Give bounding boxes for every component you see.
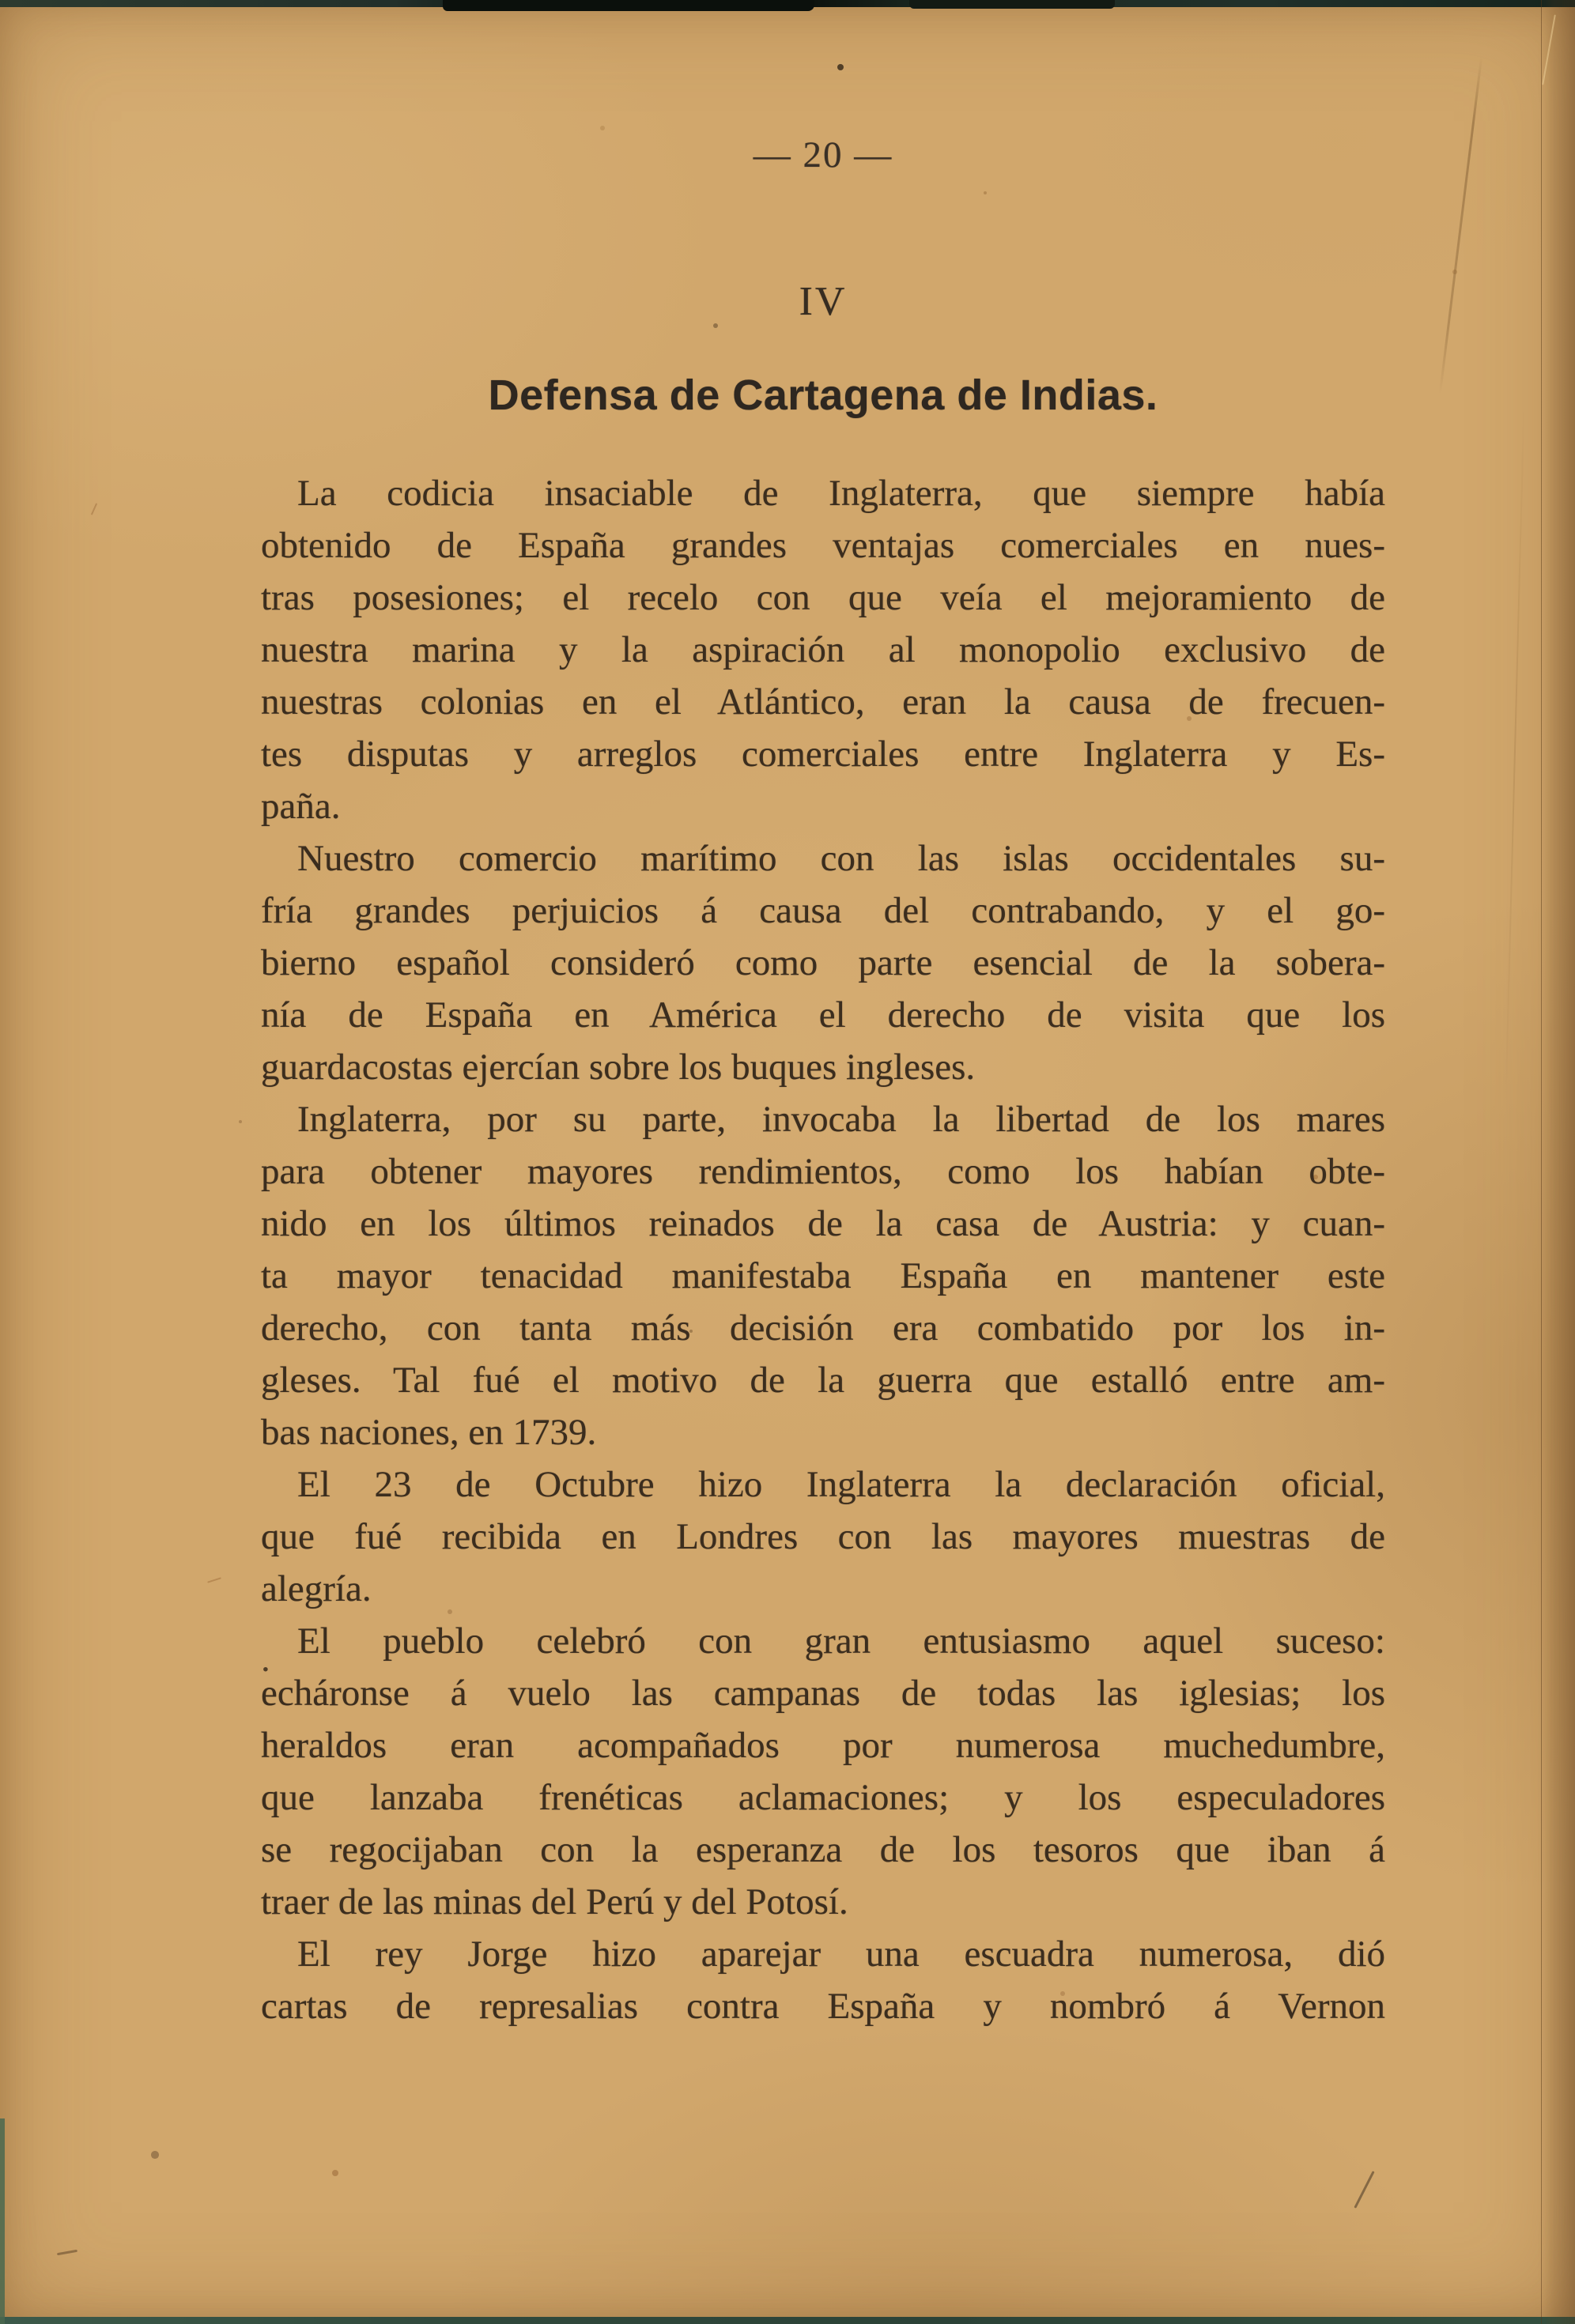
- chapter-title: Defensa de Cartagena de Indias.: [488, 372, 1158, 419]
- text-line: Inglaterra, por su parte, invocaba la libertad de los mares: [297, 1099, 1385, 1140]
- scan-edge-bottom: [0, 2317, 1575, 2324]
- text-line: guardacostas ejercían sobre los buques ingleses.: [261, 1047, 976, 1088]
- text-line: Nuestro comercio marítimo con las islas occidentales su-: [297, 838, 1385, 879]
- paper-fiber: [57, 2250, 77, 2255]
- paper-fiber: [207, 1577, 221, 1583]
- stray-period-mark: .: [261, 1639, 270, 1680]
- paragraph: [261, 1093, 1385, 1458]
- text-line: que lanzaba frenéticas aclamaciones; y los especuladores: [261, 1777, 1385, 1818]
- text-line: nía de España en América el derecho de visita que los: [261, 994, 1385, 1036]
- text-line: El rey Jorge hizo aparejar una escuadra numerosa, dió: [297, 1934, 1385, 1975]
- text-line: fría grandes perjuicios á causa del contrabando, y el go-: [261, 890, 1385, 931]
- scan-edge-top-blotch: [443, 0, 814, 11]
- text-line: se regocijaban con la esperanza de los tesoros que iban á: [261, 1829, 1385, 1870]
- text-line: obtenido de España grandes ventajas comerciales en nues-: [261, 525, 1385, 566]
- body-text: [261, 467, 1385, 2032]
- paper-specks: [0, 0, 3, 3]
- text-line: nuestras colonias en el Atlántico, eran la causa de frecuen-: [261, 681, 1385, 722]
- page-fold-right: [1541, 0, 1575, 2324]
- paper-crease: [1505, 395, 1525, 1107]
- text-line: heraldos eran acompañados por numerosa muchedumbre,: [261, 1725, 1385, 1766]
- text-line: que fué recibida en Londres con las mayores muestras de: [261, 1516, 1385, 1557]
- page-number: — 20 —: [753, 134, 893, 175]
- scan-edge-left: [0, 2118, 5, 2324]
- text-line: bierno español consideró como parte esencial de la sobera-: [261, 942, 1385, 983]
- text-line: cartas de represalias contra España y nombró á Vernon: [261, 1986, 1385, 2027]
- scan-edge-top-blotch-2: [909, 0, 1115, 9]
- paper-crease: [1439, 56, 1482, 394]
- paragraph: [261, 1615, 1385, 1928]
- paragraph: [261, 467, 1385, 832]
- paragraph: [261, 1928, 1385, 2032]
- text-line: bas naciones, en 1739.: [261, 1412, 597, 1453]
- text-line: traer de las minas del Perú y del Potosí.: [261, 1881, 848, 1922]
- text-line: El pueblo celebró con gran entusiasmo aquel suceso:: [297, 1620, 1385, 1662]
- paragraph: [261, 1458, 1385, 1615]
- text-line: nuestra marina y la aspiración al monopolio exclusivo de: [261, 629, 1385, 670]
- text-line: tras posesiones; el recelo con que veía el mejoramiento de: [261, 577, 1385, 618]
- section-heading: IV: [799, 279, 848, 324]
- text-line: El 23 de Octubre hizo Inglaterra la declaración oficial,: [297, 1464, 1385, 1505]
- text-line: nido en los últimos reinados de la casa de Austria: y cuan-: [261, 1203, 1385, 1244]
- text-line: echáronse á vuelo las campanas de todas las iglesias; los: [261, 1673, 1385, 1714]
- text-line: para obtener mayores rendimientos, como los habían obte-: [261, 1151, 1385, 1192]
- paper-fiber: [91, 503, 97, 515]
- text-line: gleses. Tal fué el motivo de la guerra que estalló entre am-: [261, 1360, 1385, 1401]
- text-line: paña.: [261, 786, 341, 827]
- text-line: tes disputas y arreglos comerciales entre Inglaterra y Es-: [261, 734, 1385, 775]
- text-line: La codicia insaciable de Inglaterra, que siempre había: [297, 473, 1385, 514]
- text-line: alegría.: [261, 1568, 372, 1609]
- text-line: ta mayor tenacidad manifestaba España en mantener este: [261, 1255, 1385, 1296]
- text-line: derecho, con tanta más decisión era combatido por los in-: [261, 1307, 1385, 1349]
- paragraph: [261, 832, 1385, 1093]
- pencil-mark: [1354, 2171, 1374, 2209]
